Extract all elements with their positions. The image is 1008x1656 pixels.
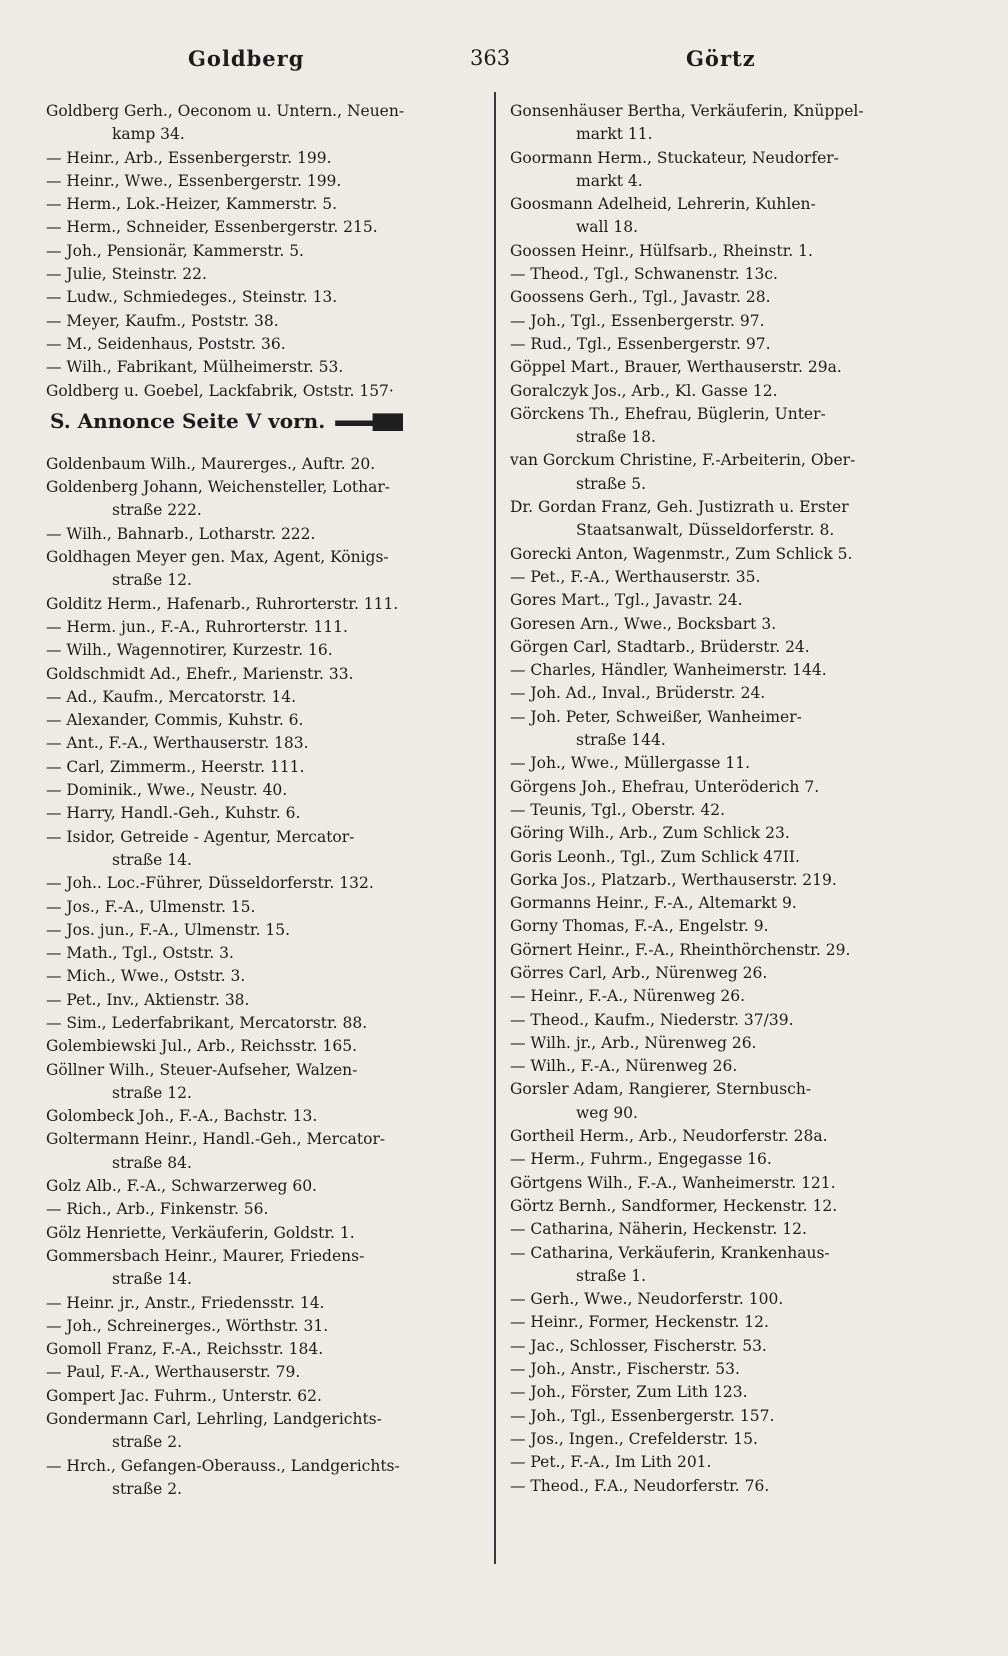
entry-text: Gompert Jac. Fuhrm., Unterstr. 62. (46, 1386, 322, 1405)
directory-entry (510, 636, 950, 659)
entry-text: — Rich., Arb., Finkenstr. 56. (46, 1200, 269, 1219)
directory-entry (46, 616, 476, 639)
directory-entry (510, 1078, 950, 1125)
directory-entry (510, 543, 950, 566)
directory-entry (510, 892, 950, 915)
directory-entry (510, 1358, 950, 1381)
entry-text: — Meyer, Kaufm., Poststr. 38. (46, 311, 279, 330)
entry-text: — Jac., Schlosser, Fischerstr. 53. (510, 1336, 767, 1355)
directory-entry (46, 756, 476, 779)
entry-continuation: straße 14. (112, 850, 192, 869)
directory-entry (46, 1385, 476, 1408)
entry-continuation: straße 12. (112, 571, 192, 590)
directory-entry (510, 962, 950, 985)
directory-entry (510, 1405, 950, 1428)
entry-text: Göppel Mart., Brauer, Werthauserstr. 29a. (510, 358, 842, 377)
entry-text: — Joh., Anstr., Fischerstr. 53. (510, 1360, 740, 1379)
entry-text: — Sim., Lederfabrikant, Mercatorstr. 88. (46, 1013, 368, 1032)
entry-text: Goosmann Adelheid, Lehrerin, Kuhlen- (510, 195, 816, 214)
directory-entry (46, 1361, 476, 1384)
directory-entry (46, 1198, 476, 1221)
entry-text: Göllner Wilh., Steuer-Aufseher, Walzen- (46, 1060, 358, 1079)
directory-entry (46, 193, 476, 216)
directory-entry (510, 822, 950, 845)
entry-text: — Herm., Schneider, Essenbergerstr. 215. (46, 218, 378, 237)
entry-text: Goldenberg Johann, Weichensteller, Lothar- (46, 478, 391, 497)
entry-text: Gorny Thomas, F.-A., Engelstr. 9. (510, 917, 769, 936)
directory-entry (510, 1288, 950, 1311)
directory-entry (510, 566, 950, 589)
entry-text: — Herm., Fuhrm., Engegasse 16. (510, 1150, 772, 1169)
entry-continuation: straße 222. (112, 501, 202, 520)
directory-entry (46, 1292, 476, 1315)
directory-entry (510, 333, 950, 356)
directory-entry (510, 752, 950, 775)
right-column (510, 100, 950, 1498)
entry-text: — Herm. jun., F.-A., Ruhrorterstr. 111. (46, 617, 348, 636)
directory-entry (46, 942, 476, 965)
directory-entry (46, 310, 476, 333)
entry-text: — Jos. jun., F.-A., Ulmenstr. 15. (46, 920, 291, 939)
entry-text: Görres Carl, Arb., Nürenweg 26. (510, 963, 768, 982)
entry-text: — Pet., F.-A., Im Lith 201. (510, 1453, 712, 1472)
directory-entry (46, 546, 476, 593)
directory-entry (46, 896, 476, 919)
entry-continuation: Staatsanwalt, Düsseldorferstr. 8. (576, 521, 835, 540)
directory-entry (510, 240, 950, 263)
entry-text: — Ad., Kaufm., Mercatorstr. 14. (46, 687, 297, 706)
entry-text: Goormann Herm., Stuckateur, Neudorfer- (510, 148, 839, 167)
entry-text: — Wilh., F.-A., Nürenweg 26. (510, 1057, 738, 1076)
directory-entry (46, 639, 476, 662)
directory-entry (510, 1055, 950, 1078)
entry-text: Goltermann Heinr., Handl.-Geh., Mercator- (46, 1130, 386, 1149)
directory-entry (46, 100, 476, 147)
entry-text: — Wilh. jr., Arb., Nürenweg 26. (510, 1033, 757, 1052)
entry-text: — Joh., Tgl., Essenbergerstr. 157. (510, 1406, 775, 1425)
directory-entry (510, 1195, 950, 1218)
entry-text: Goldhagen Meyer gen. Max, Agent, Königs- (46, 548, 389, 567)
directory-entry (510, 613, 950, 636)
directory-entry (46, 686, 476, 709)
entry-text: Goldenbaum Wilh., Maurerges., Auftr. 20. (46, 454, 376, 473)
directory-entry (46, 826, 476, 873)
entry-text: — Heinr., F.-A., Nürenweg 26. (510, 987, 746, 1006)
directory-entry (46, 240, 476, 263)
directory-entry (46, 1222, 476, 1245)
directory-entry (510, 1428, 950, 1451)
directory-entry (510, 1242, 950, 1289)
directory-entry (510, 496, 950, 543)
entry-continuation: straße 12. (112, 1083, 192, 1102)
entry-text: Görckens Th., Ehefrau, Büglerin, Unter- (510, 404, 826, 423)
directory-entry (46, 380, 476, 403)
directory-entry (510, 263, 950, 286)
entry-text: — M., Seidenhaus, Poststr. 36. (46, 334, 286, 353)
entry-text: — Joh., Wwe., Müllergasse 11. (510, 754, 751, 773)
directory-entry (510, 915, 950, 938)
directory-entry (46, 216, 476, 239)
entry-text: Dr. Gordan Franz, Geh. Justizrath u. Erster (510, 498, 849, 517)
directory-entry (510, 869, 950, 892)
entry-text: — Theod., Tgl., Schwanenstr. 13c. (510, 265, 778, 284)
entry-text: Gonsenhäuser Bertha, Verkäuferin, Knüppel- (510, 102, 864, 120)
directory-entry (46, 593, 476, 616)
entry-text: — Ludw., Schmiedeges., Steinstr. 13. (46, 288, 338, 307)
entry-continuation: kamp 34. (112, 125, 185, 144)
directory-entry (46, 965, 476, 988)
entry-text: Gores Mart., Tgl., Javastr. 24. (510, 591, 743, 610)
directory-entry (46, 989, 476, 1012)
entry-text: Goldberg Gerh., Oeconom u. Untern., Neuen- (46, 102, 405, 120)
entry-text: Golz Alb., F.-A., Schwarzerweg 60. (46, 1177, 317, 1196)
entry-text: — Heinr., Former, Heckenstr. 12. (510, 1313, 769, 1332)
entry-text: — Gerh., Wwe., Neudorferstr. 100. (510, 1290, 784, 1309)
directory-entry (510, 846, 950, 869)
entry-continuation: straße 84. (112, 1153, 192, 1172)
entry-text: Gorecki Anton, Wagenmstr., Zum Schlick 5. (510, 544, 853, 563)
entry-text: — Wilh., Bahnarb., Lotharstr. 222. (46, 524, 316, 543)
directory-entry (510, 286, 950, 309)
directory-entry (46, 732, 476, 755)
directory-entry (510, 1311, 950, 1334)
entry-text: — Math., Tgl., Oststr. 3. (46, 944, 234, 963)
directory-entry (46, 1408, 476, 1455)
entry-text: — Joh. Ad., Inval., Brüderstr. 24. (510, 684, 766, 703)
entry-text: Goldberg u. Goebel, Lackfabrik, Oststr. 157· (46, 381, 394, 400)
directory-entry (46, 872, 476, 895)
entry-text: Goossen Heinr., Hülfsarb., Rheinstr. 1. (510, 241, 813, 260)
entry-text: — Heinr., Wwe., Essenbergerstr. 199. (46, 171, 342, 190)
directory-entry (510, 659, 950, 682)
entry-text: Golditz Herm., Hafenarb., Ruhrorterstr. 111. (46, 594, 399, 613)
entry-text: — Charles, Händler, Wanheimerstr. 144. (510, 661, 827, 680)
column-divider (494, 92, 496, 1564)
directory-entry (46, 286, 476, 309)
directory-entry (46, 476, 476, 523)
directory-entry (510, 1009, 950, 1032)
entry-text: — Heinr., Arb., Essenbergerstr. 199. (46, 148, 332, 167)
entry-text: — Jos., F.-A., Ulmenstr. 15. (46, 897, 256, 916)
entry-text: — Joh., Schreinerges., Wörthstr. 31. (46, 1316, 329, 1335)
directory-entry (510, 1451, 950, 1474)
entry-continuation: markt 4. (576, 171, 643, 190)
entry-continuation: straße 1. (576, 1266, 647, 1285)
entry-text: — Mich., Wwe., Oststr. 3. (46, 967, 246, 986)
entry-text: — Wilh., Fabrikant, Mülheimerstr. 53. (46, 358, 344, 377)
entry-continuation: straße 5. (576, 474, 647, 493)
entry-text: Goossens Gerh., Tgl., Javastr. 28. (510, 288, 771, 307)
directory-entry (510, 193, 950, 240)
entry-text: — Carl, Zimmerm., Heerstr. 111. (46, 757, 305, 776)
directory-entry (510, 589, 950, 612)
directory-entry (510, 682, 950, 705)
entry-text: — Paul, F.-A., Werthauserstr. 79. (46, 1363, 301, 1382)
entry-continuation: straße 2. (112, 1479, 183, 1498)
entry-text: — Teunis, Tgl., Oberstr. 42. (510, 800, 726, 819)
directory-entry (46, 453, 476, 476)
page-number: 363 (470, 46, 511, 70)
entry-text: Gortheil Herm., Arb., Neudorferstr. 28a. (510, 1127, 828, 1146)
directory-entry (46, 802, 476, 825)
directory-entry (46, 333, 476, 356)
directory-entry (46, 919, 476, 942)
entry-text: Gorka Jos., Platzarb., Werthauserstr. 219. (510, 870, 837, 889)
entry-text: — Joh. Peter, Schweißer, Wanheimer- (510, 707, 802, 726)
entry-text: Göring Wilh., Arb., Zum Schlick 23. (510, 824, 790, 843)
directory-entry (510, 706, 950, 753)
entry-text: Görtz Bernh., Sandformer, Heckenstr. 12. (510, 1196, 838, 1215)
directory-entry (46, 1059, 476, 1106)
directory-entry (510, 1148, 950, 1171)
entry-text: — Catharina, Näherin, Heckenstr. 12. (510, 1220, 807, 1239)
entry-text: — Hrch., Gefangen-Oberauss., Landgerichts- (46, 1456, 400, 1475)
entry-text: — Joh., Tgl., Essenbergerstr. 97. (510, 311, 765, 330)
entry-text: Golombeck Joh., F.-A., Bachstr. 13. (46, 1107, 318, 1126)
entry-continuation: weg 90. (576, 1103, 638, 1122)
directory-entry (46, 1175, 476, 1198)
entry-text: Goldschmidt Ad., Ehefr., Marienstr. 33. (46, 664, 354, 683)
entry-continuation: straße 18. (576, 428, 656, 447)
directory-entry (510, 100, 950, 147)
entry-text: — Joh., Pensionär, Kammerstr. 5. (46, 241, 304, 260)
directory-entry (510, 1125, 950, 1148)
annonce-notice (50, 407, 476, 435)
running-header-left: Goldberg (188, 46, 305, 71)
entry-text: Görgen Carl, Stadtarb., Brüderstr. 24. (510, 637, 810, 656)
directory-entry (510, 1218, 950, 1241)
directory-entry (510, 380, 950, 403)
directory-entry (46, 1455, 476, 1502)
entry-continuation: straße 2. (112, 1433, 183, 1452)
entry-text: Gorsler Adam, Rangierer, Sternbusch- (510, 1080, 812, 1099)
directory-entry (46, 779, 476, 802)
running-header-right: Görtz (686, 46, 756, 71)
directory-entry (510, 776, 950, 799)
entry-text: — Ant., F.-A., Werthauserstr. 183. (46, 734, 309, 753)
entry-continuation: straße 144. (576, 731, 666, 750)
directory-entry (510, 799, 950, 822)
entry-text: Goris Leonh., Tgl., Zum Schlick 47II. (510, 847, 800, 866)
directory-entry (46, 1245, 476, 1292)
entry-text: — Herm., Lok.-Heizer, Kammerstr. 5. (46, 195, 338, 214)
directory-entry (46, 523, 476, 546)
directory-entry (510, 1381, 950, 1404)
directory-entry (46, 663, 476, 686)
entry-continuation: markt 11. (576, 125, 653, 144)
directory-entry (510, 1475, 950, 1498)
entry-text: Goresen Arn., Wwe., Bocksbart 3. (510, 614, 777, 633)
entry-text: — Alexander, Commis, Kuhstr. 6. (46, 711, 304, 730)
entry-text: Görgens Joh., Ehefrau, Unteröderich 7. (510, 777, 820, 796)
entry-text: — Julie, Steinstr. 22. (46, 265, 207, 284)
entry-text: Gölz Henriette, Verkäuferin, Goldstr. 1. (46, 1223, 355, 1242)
entry-text: — Jos., Ingen., Crefelderstr. 15. (510, 1429, 758, 1448)
entry-text: Goralczyk Jos., Arb., Kl. Gasse 12. (510, 381, 778, 400)
directory-entry (510, 1172, 950, 1195)
entry-text: — Theod., Kaufm., Niederstr. 37/39. (510, 1010, 794, 1029)
entry-text: — Rud., Tgl., Essenbergerstr. 97. (510, 334, 771, 353)
entry-text: Gormanns Heinr., F.-A., Altemarkt 9. (510, 894, 797, 913)
entry-text: — Isidor, Getreide - Agentur, Mercator- (46, 827, 355, 846)
pointing-hand-icon (335, 413, 403, 431)
directory-entry (510, 1335, 950, 1358)
directory-entry (46, 263, 476, 286)
directory-entry (510, 310, 950, 333)
entry-text: van Gorckum Christine, F.-Arbeiterin, Ober- (510, 451, 856, 470)
directory-entry (46, 1315, 476, 1338)
entry-text: — Catharina, Verkäuferin, Krankenhaus- (510, 1243, 830, 1262)
entry-text: — Wilh., Wagennotirer, Kurzestr. 16. (46, 641, 333, 660)
entry-text: — Pet., Inv., Aktienstr. 38. (46, 990, 250, 1009)
directory-entry (46, 170, 476, 193)
entry-text: Gommersbach Heinr., Maurer, Friedens- (46, 1246, 365, 1265)
entry-text: Görnert Heinr., F.-A., Rheinthörchenstr. 29. (510, 940, 851, 959)
entry-continuation: straße 14. (112, 1270, 192, 1289)
annonce-text: S. Annonce Seite V vorn. (50, 408, 326, 433)
entry-text: Gondermann Carl, Lehrling, Landgerichts- (46, 1410, 382, 1429)
entry-text: Görtgens Wilh., F.-A., Wanheimerstr. 121. (510, 1173, 836, 1192)
entry-continuation: wall 18. (576, 218, 638, 237)
directory-entry (46, 1035, 476, 1058)
entry-text: — Heinr. jr., Anstr., Friedensstr. 14. (46, 1293, 325, 1312)
entry-text: Gomoll Franz, F.-A., Reichsstr. 184. (46, 1340, 324, 1359)
entry-text: — Dominik., Wwe., Neustr. 40. (46, 781, 288, 800)
entry-text: — Joh.. Loc.-Führer, Düsseldorferstr. 132. (46, 874, 374, 893)
directory-entry (510, 985, 950, 1008)
entry-text: — Pet., F.-A., Werthauserstr. 35. (510, 567, 761, 586)
directory-entry (510, 1032, 950, 1055)
directory-entry (46, 709, 476, 732)
left-column (46, 100, 476, 1501)
directory-entry (46, 1012, 476, 1035)
directory-entry (510, 403, 950, 450)
directory-entry (510, 449, 950, 496)
entry-text: Golembiewski Jul., Arb., Reichsstr. 165. (46, 1037, 358, 1056)
directory-entry (46, 147, 476, 170)
directory-entry (46, 1105, 476, 1128)
directory-entry (510, 147, 950, 194)
directory-entry (46, 356, 476, 379)
directory-entry (510, 356, 950, 379)
entry-text: — Joh., Förster, Zum Lith 123. (510, 1383, 748, 1402)
directory-entry (46, 1128, 476, 1175)
entry-text: — Theod., F.A., Neudorferstr. 76. (510, 1476, 770, 1495)
entry-text: — Harry, Handl.-Geh., Kuhstr. 6. (46, 804, 301, 823)
directory-entry (510, 939, 950, 962)
directory-entry (46, 1338, 476, 1361)
